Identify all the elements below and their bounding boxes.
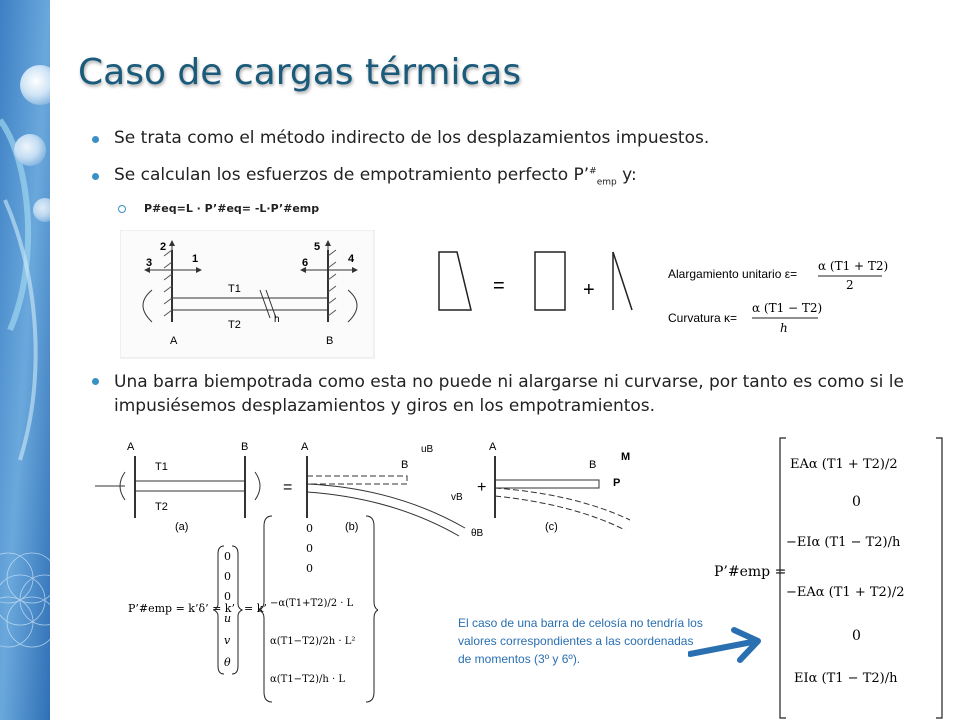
vec1-5: θ: [224, 656, 231, 669]
fig-c-caption: (c): [545, 521, 558, 533]
figure-temperature-decomposition: [435, 248, 635, 322]
decorative-sidebar: [0, 0, 50, 720]
coord-label-4: 4: [348, 253, 355, 265]
vec1-1: 0: [224, 570, 231, 583]
label-b: B: [326, 335, 334, 347]
bullet-text-2-sub: emp: [596, 177, 617, 188]
temperature-profile-diagram: [435, 248, 635, 318]
vec1-4: v: [224, 634, 231, 647]
coord-label-1: 1: [192, 253, 199, 265]
vec2-5: α(T1−T2)/h · L: [270, 674, 345, 685]
strain-formulas-graphic: [668, 256, 898, 336]
vec2-1: 0: [306, 542, 313, 555]
equation-right-graphic: [714, 436, 944, 720]
label-h: h: [274, 314, 280, 325]
coord-label-6: 6: [302, 257, 309, 269]
coord-label-5: 5: [314, 241, 321, 253]
eq-left-mid: = k’: [244, 602, 267, 615]
eq-right-lhs: P’#emp =: [714, 564, 787, 580]
fig-b-label-b: B: [401, 459, 409, 471]
entry-1: 0: [852, 494, 861, 510]
vec2-3: −α(T1+T2)/2 · L: [270, 598, 354, 609]
strain-formulas: [668, 256, 898, 340]
entry-3: −EAα (T1 + T2)/2: [786, 585, 905, 600]
vec1-3: u: [224, 612, 232, 625]
label-t2: T2: [228, 319, 241, 331]
fig-a-label-a: A: [127, 441, 135, 453]
equation-right: [714, 436, 944, 724]
plus-sign: +: [583, 279, 595, 301]
fig-b-label-ub: uB: [421, 444, 434, 455]
fig-a-label-t2: T2: [155, 501, 168, 513]
alarg-label: Alargamiento unitario ε=: [668, 267, 798, 281]
bullet-text-2-pre: Se calculan los esfuerzos de empotramiento perfecto P’: [114, 165, 590, 185]
entry-4: 0: [852, 628, 861, 644]
fig-b-label-thetab: θB: [471, 528, 484, 538]
bullet-text-2: [114, 165, 637, 187]
bullet-text-3: Una barra biempotrada como esta no puede ni alargarse ni curvarse, por tanto es como si le impusiésemos desplazamientos y giros en los empotramientos.: [114, 372, 904, 416]
label-a: A: [170, 335, 178, 347]
note-text: El caso de una barra de celosía no tendría los valores correspondientes a las coordenadas de momentos (3º y 6º).: [458, 616, 703, 666]
fig-c-label-a: A: [489, 441, 497, 453]
bullet-dot: [92, 136, 99, 143]
equals-sign: =: [493, 275, 505, 297]
coord-label-3: 3: [146, 257, 153, 269]
vec2-0: 0: [306, 522, 313, 535]
entry-5: EIα (T1 − T2)/h: [794, 671, 898, 686]
label-t1: T1: [228, 283, 241, 295]
bullet-text-1: Se trata como el método indirecto de los desplazamientos impuestos.: [114, 128, 710, 148]
alarg-numerator: α (T1 + T2): [818, 259, 889, 273]
fig-a-label-t1: T1: [155, 461, 168, 473]
fig-equals: =: [283, 479, 293, 496]
beam-coordinates-diagram: [120, 230, 375, 360]
curv-denominator: h: [780, 321, 788, 335]
sidebar-pattern-graphic: [0, 0, 50, 720]
vec2-4: α(T1−T2)/2h · L²: [270, 636, 356, 647]
slide-title: Caso de cargas térmicas: [78, 52, 522, 93]
sub-bullet-ring: [118, 205, 126, 213]
equation-left: [128, 512, 378, 708]
entry-0: EAα (T1 + T2)/2: [790, 457, 898, 472]
fig-c-label-m: M: [621, 451, 631, 463]
fig-c-label-p: P: [613, 477, 621, 489]
fig-a-caption: (a): [175, 521, 189, 533]
curv-numerator: α (T1 − T2): [752, 301, 823, 315]
fig-c-label-b: B: [589, 459, 597, 471]
bullet-dot: [92, 173, 99, 180]
alarg-denominator: 2: [846, 278, 854, 292]
fig-a-label-b: B: [241, 441, 249, 453]
fig-b-label-a: A: [301, 441, 309, 453]
coord-label-2: 2: [160, 241, 167, 253]
bullet-dot: [92, 378, 99, 385]
curv-label: Curvatura κ=: [668, 311, 738, 325]
entry-2: −EIα (T1 − T2)/h: [786, 535, 901, 550]
equation-left-graphic: [128, 512, 378, 704]
vec2-2: 0: [306, 562, 313, 575]
vec1-0: 0: [224, 550, 231, 563]
fig-b-caption: (b): [345, 521, 359, 533]
bullet-text-2-post: y:: [616, 165, 637, 185]
sub-bullet-text: P#eq=L · P’#eq= -L·P’#emp: [144, 202, 320, 215]
fig-b-label-vb: vB: [451, 492, 463, 503]
eq-left-lhs: P’#emp = k’δ’ = k’: [128, 602, 235, 615]
bullet-text-2-sup: #: [589, 166, 597, 177]
vec1-2: 0: [224, 590, 231, 603]
figure-beam-coordinates: [120, 230, 375, 364]
fig-plus: +: [477, 479, 487, 496]
